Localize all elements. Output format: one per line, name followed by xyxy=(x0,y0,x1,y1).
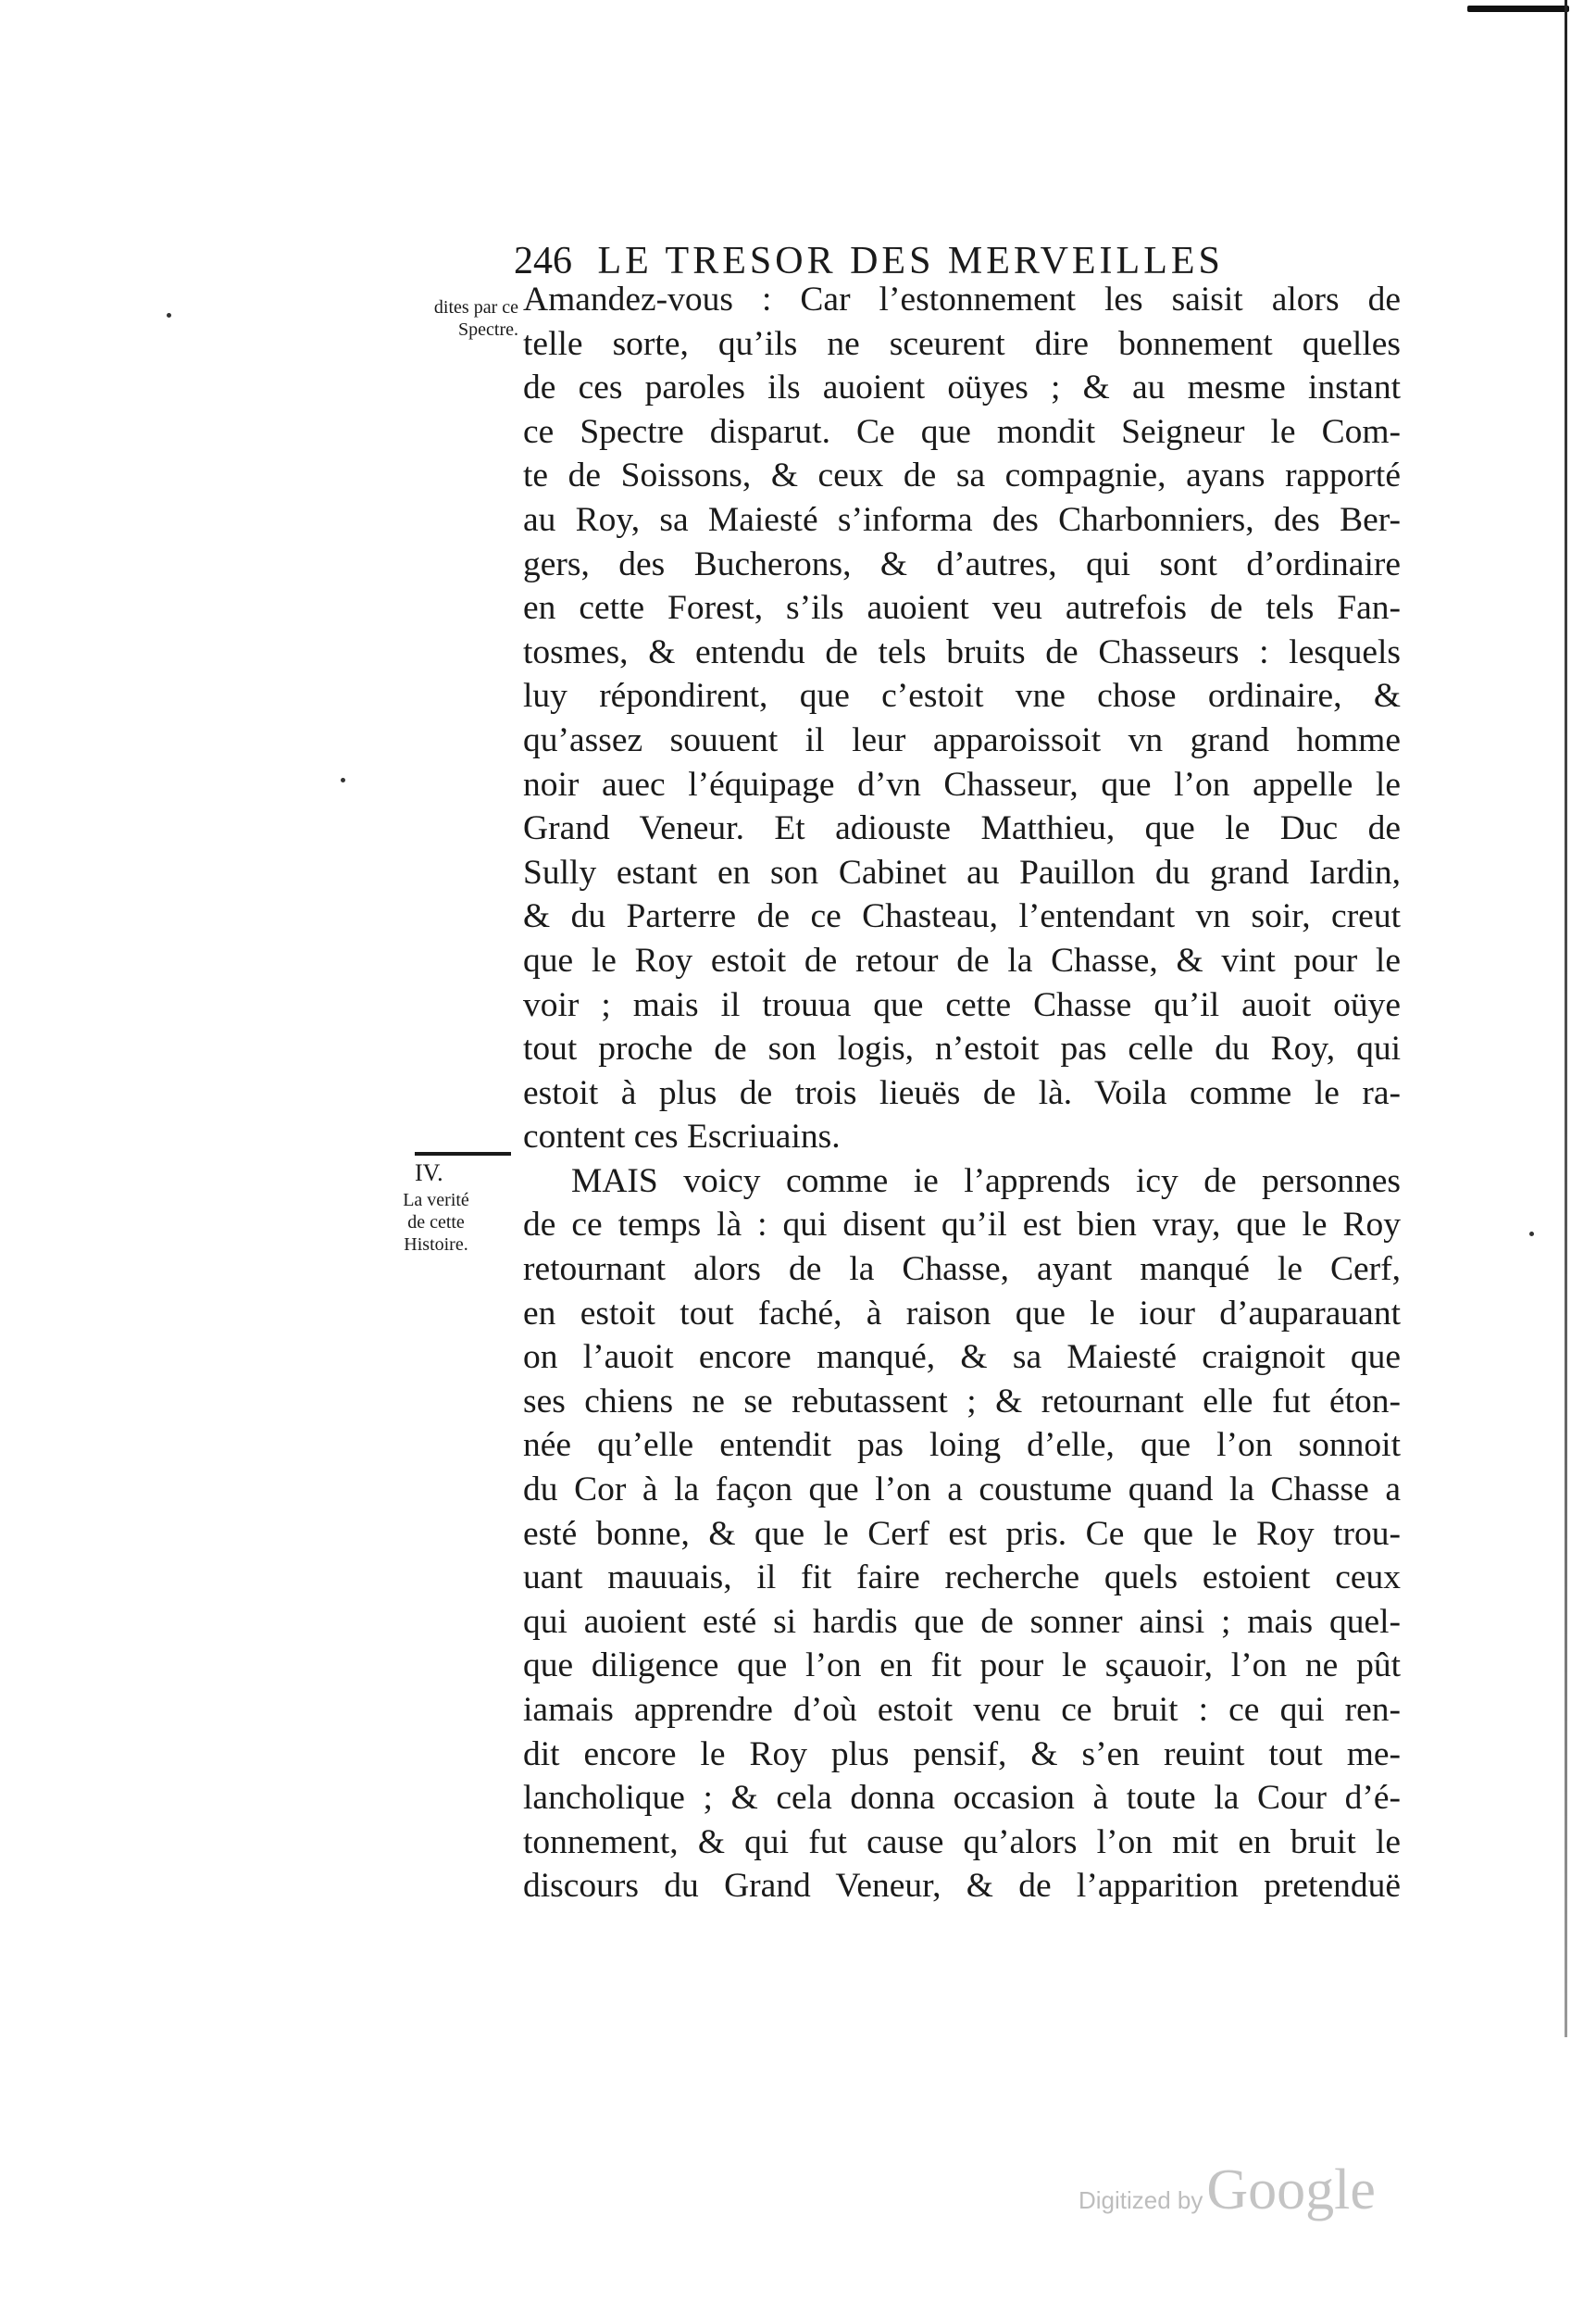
text-line: telle sorte, qu’ils ne sceurent dire bonnement quelles xyxy=(523,324,1401,363)
text-line: & du Parterre de ce Chasteau, l’entendant vn soir, creut xyxy=(523,897,1401,936)
text-line: uant mauuais, il fit faire recherche quels estoient ceux xyxy=(523,1558,1401,1597)
margin-note-line: dites par ce xyxy=(433,297,518,318)
running-title: LE TRESOR DES MERVEILLES xyxy=(597,240,1224,282)
scan-page-edge xyxy=(1565,0,1567,2037)
text-line: ce Spectre disparut. Ce que mondit Seigneur le Com- xyxy=(523,412,1401,451)
margin-note-line: Spectre. xyxy=(458,319,518,340)
text-line: te de Soissons, & ceux de sa compagnie, ayans rapporté xyxy=(523,457,1401,495)
text-line: en estoit tout faché, à raison que le iour d’auparauant xyxy=(523,1294,1401,1333)
text-line: estoit à plus de trois lieuës de là. Voila comme le ra- xyxy=(523,1073,1401,1112)
margin-note-line: La verité xyxy=(403,1190,469,1210)
text-line: du Cor à la façon que l’on a coustume quand la Chasse a xyxy=(523,1470,1401,1509)
text-line: que le Roy estoit de retour de la Chasse, & vint pour le xyxy=(523,941,1401,980)
body-text xyxy=(523,278,1401,1908)
text-line: iamais apprendre d’où estoit venu ce bruit : ce qui ren- xyxy=(523,1691,1401,1729)
text-line: Grand Veneur. Et adiouste Matthieu, que le Duc de xyxy=(523,809,1401,848)
text-line: née qu’elle entendit pas loing d’elle, que l’on sonnoit xyxy=(523,1426,1401,1465)
text-line: on l’auoit encore manqué, & sa Maiesté craignoit que xyxy=(523,1338,1401,1377)
text-line: tosmes, & entendu de tels bruits de Chasseurs : lesquels xyxy=(523,632,1401,671)
text-line: qui auoient esté si hardis que de sonner ainsi ; mais quel- xyxy=(523,1602,1401,1641)
text-line: retournant alors de la Chasse, ayant manqué le Cerf, xyxy=(523,1250,1401,1289)
text-line: de ces paroles ils auoient oüyes ; & au mesme instant xyxy=(523,369,1401,407)
text-line: Amandez-vous : Car l’estonnement les saisit alors de xyxy=(523,281,1401,319)
text-line: dit encore le Roy plus pensif, & s’en reuint tout me- xyxy=(523,1734,1401,1773)
text-line: luy répondirent, que c’estoit vne chose ordinaire, & xyxy=(523,677,1401,716)
section-rule xyxy=(415,1152,511,1156)
text-line: de ce temps là : qui disent qu’il est bien vray, que le Roy xyxy=(523,1206,1401,1245)
text-line: gers, des Bucherons, & d’autres, qui sont d’ordinaire xyxy=(523,544,1401,583)
margin-note-line: Histoire. xyxy=(404,1234,468,1255)
ink-speck xyxy=(341,778,345,782)
text-line: que diligence que l’on en fit pour le sçauoir, l’on ne pût xyxy=(523,1646,1401,1685)
text-line: Sully estant en son Cabinet au Pauillon du grand Iardin, xyxy=(523,853,1401,892)
text-line: ses chiens ne se rebutassent ; & retournant elle fut éton- xyxy=(523,1382,1401,1420)
text-line: tout proche de son logis, n’estoit pas celle du Roy, qui xyxy=(523,1030,1401,1069)
text-line: noir auec l’équipage d’vn Chasseur, que l’on appelle le xyxy=(523,765,1401,804)
margin-note-verite xyxy=(370,1158,502,1256)
scan-edge-mark xyxy=(1467,6,1569,12)
text-line: voir ; mais il trouua que cette Chasse qu’il auoit oüye xyxy=(523,985,1401,1024)
watermark-prefix: Digitized by xyxy=(1079,2186,1203,2214)
text-line: tonnement, & qui fut cause qu’alors l’on mit en bruit le xyxy=(523,1822,1401,1861)
text-line: discours du Grand Veneur, & de l’apparition pretenduë xyxy=(523,1867,1401,1906)
page-number: 246 xyxy=(514,240,572,282)
margin-note-spectre xyxy=(380,296,518,341)
text-line: MAIS voicy comme ie l’apprends icy de personnes xyxy=(571,1161,1401,1200)
margin-note-line: de cette xyxy=(407,1212,465,1233)
section-number: IV. xyxy=(415,1159,443,1186)
ink-speck xyxy=(1529,1232,1534,1236)
google-logo: Google xyxy=(1206,2159,1376,2221)
text-line: content ces Escriuains. xyxy=(523,1118,841,1157)
ink-speck xyxy=(167,313,171,318)
text-line: en cette Forest, s’ils auoient veu autrefois de tels Fan- xyxy=(523,589,1401,628)
text-line: lancholique ; & cela donna occasion à toute la Cour d’é- xyxy=(523,1779,1401,1818)
text-line: au Roy, sa Maiesté s’informa des Charbonniers, des Ber- xyxy=(523,500,1401,539)
text-line: esté bonne, & que le Cerf est pris. Ce que le Roy trou- xyxy=(523,1514,1401,1553)
text-line: qu’assez souuent il leur apparoissoit vn grand homme xyxy=(523,720,1401,759)
digitized-watermark xyxy=(1079,2158,1421,2241)
